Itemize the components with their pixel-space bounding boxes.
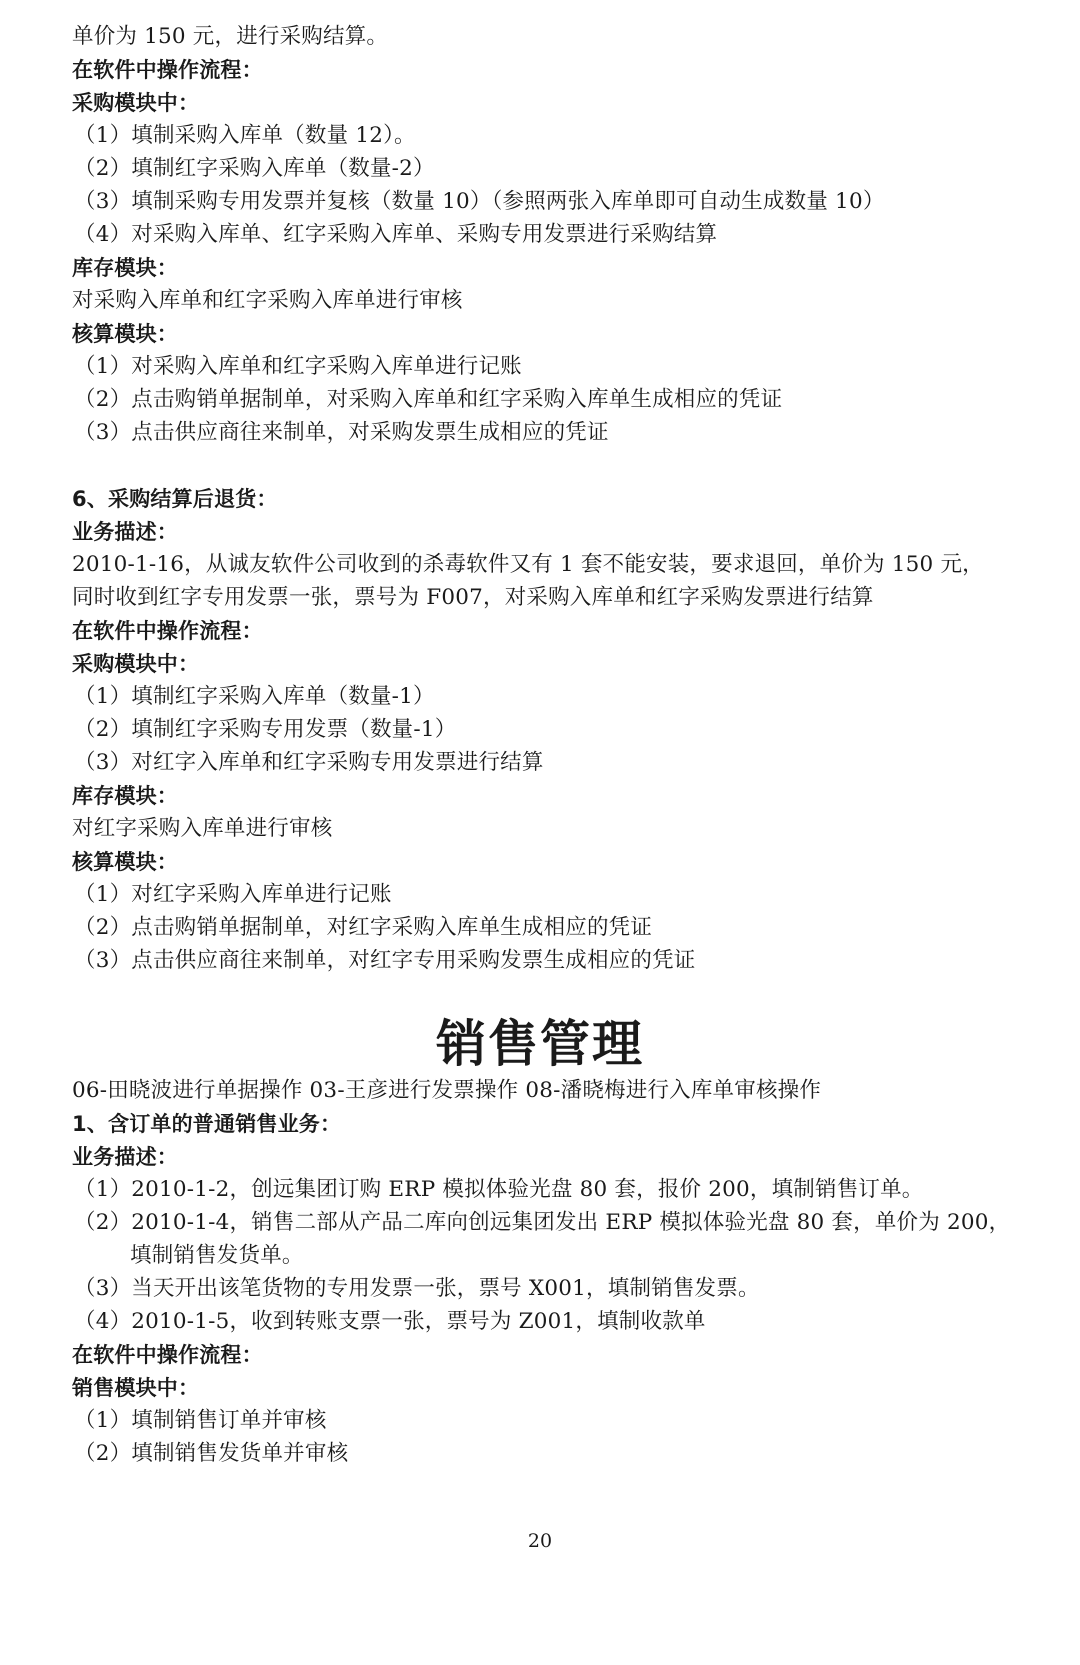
section-heading: 核算模块： bbox=[72, 850, 178, 874]
section-heading: 在软件中操作流程： bbox=[72, 58, 263, 82]
text-line: 同时收到红字专用发票一张，票号为 F007，对采购入库单和红字采购发票进行结算 bbox=[72, 585, 874, 610]
text-line: （4）2010-1-5，收到转账支票一张，票号为 Z001，填制收款单 bbox=[74, 1309, 706, 1334]
text-line: （3）当天开出该笔货物的专用发票一张，票号 X001，填制销售发票。 bbox=[74, 1276, 760, 1301]
text-line: 填制销售发货单。 bbox=[130, 1243, 304, 1268]
page-number: 20 bbox=[527, 1530, 553, 1552]
text-line: （1）填制销售订单并审核 bbox=[74, 1408, 327, 1433]
section-heading: 业务描述： bbox=[72, 1145, 178, 1169]
section-heading: 库存模块： bbox=[72, 256, 178, 280]
text-line: （1）填制红字采购入库单（数量-1） bbox=[74, 684, 435, 709]
section-title: 销售管理 bbox=[436, 1015, 644, 1073]
text-line: （1）填制采购入库单（数量 12）。 bbox=[74, 123, 416, 148]
section-heading: 在软件中操作流程： bbox=[72, 619, 263, 643]
text-line: （4）对采购入库单、红字采购入库单、采购专用发票进行采购结算 bbox=[74, 222, 718, 247]
text-line: （2）填制销售发货单并审核 bbox=[74, 1441, 349, 1466]
text-line: （1）2010-1-2，创远集团订购 ERP 模拟体验光盘 80 套，报价 200，填制销售订单。 bbox=[74, 1177, 924, 1202]
text-line: （1）对采购入库单和红字采购入库单进行记账 bbox=[74, 354, 522, 379]
section-heading: 1、含订单的普通销售业务： bbox=[72, 1112, 342, 1136]
section-heading: 采购模块中： bbox=[72, 652, 200, 676]
section-heading: 采购模块中： bbox=[72, 91, 200, 115]
text-line: （3）填制采购专用发票并复核（数量 10）（参照两张入库单即可自动生成数量 10） bbox=[74, 189, 885, 214]
text-line: 2010-1-16，从诚友软件公司收到的杀毒软件又有 1 套不能安装，要求退回，单价为 150 元， bbox=[72, 552, 984, 577]
text-line: （1）对红字采购入库单进行记账 bbox=[74, 882, 392, 907]
section-heading: 销售模块中： bbox=[72, 1376, 200, 1400]
text-line: 对红字采购入库单进行审核 bbox=[72, 816, 333, 841]
text-line: 单价为 150 元，进行采购结算。 bbox=[72, 24, 389, 49]
text-line: 06-田晓波进行单据操作 03-王彦进行发票操作 08-潘晓梅进行入库单审核操作 bbox=[72, 1078, 822, 1103]
section-heading: 核算模块： bbox=[72, 322, 178, 346]
text-line: （2）点击购销单据制单，对红字采购入库单生成相应的凭证 bbox=[74, 915, 653, 940]
text-line: （3）点击供应商往来制单，对红字专用采购发票生成相应的凭证 bbox=[74, 948, 696, 973]
text-line: （3）对红字入库单和红字采购专用发票进行结算 bbox=[74, 750, 544, 775]
text-line: （2）填制红字采购入库单（数量-2） bbox=[74, 156, 435, 181]
section-heading: 业务描述： bbox=[72, 520, 178, 544]
text-line: 对采购入库单和红字采购入库单进行审核 bbox=[72, 288, 463, 313]
text-line: （2）点击购销单据制单，对采购入库单和红字采购入库单生成相应的凭证 bbox=[74, 387, 783, 412]
text-line: （2）填制红字采购专用发票（数量-1） bbox=[74, 717, 457, 742]
text-line: （3）点击供应商往来制单，对采购发票生成相应的凭证 bbox=[74, 420, 609, 445]
section-heading: 6、采购结算后退货： bbox=[72, 487, 278, 511]
section-heading: 库存模块： bbox=[72, 784, 178, 808]
section-heading: 在软件中操作流程： bbox=[72, 1343, 263, 1367]
text-line: （2）2010-1-4，销售二部从产品二库向创远集团发出 ERP 模拟体验光盘 80 套，单价为 200， bbox=[74, 1210, 1011, 1235]
